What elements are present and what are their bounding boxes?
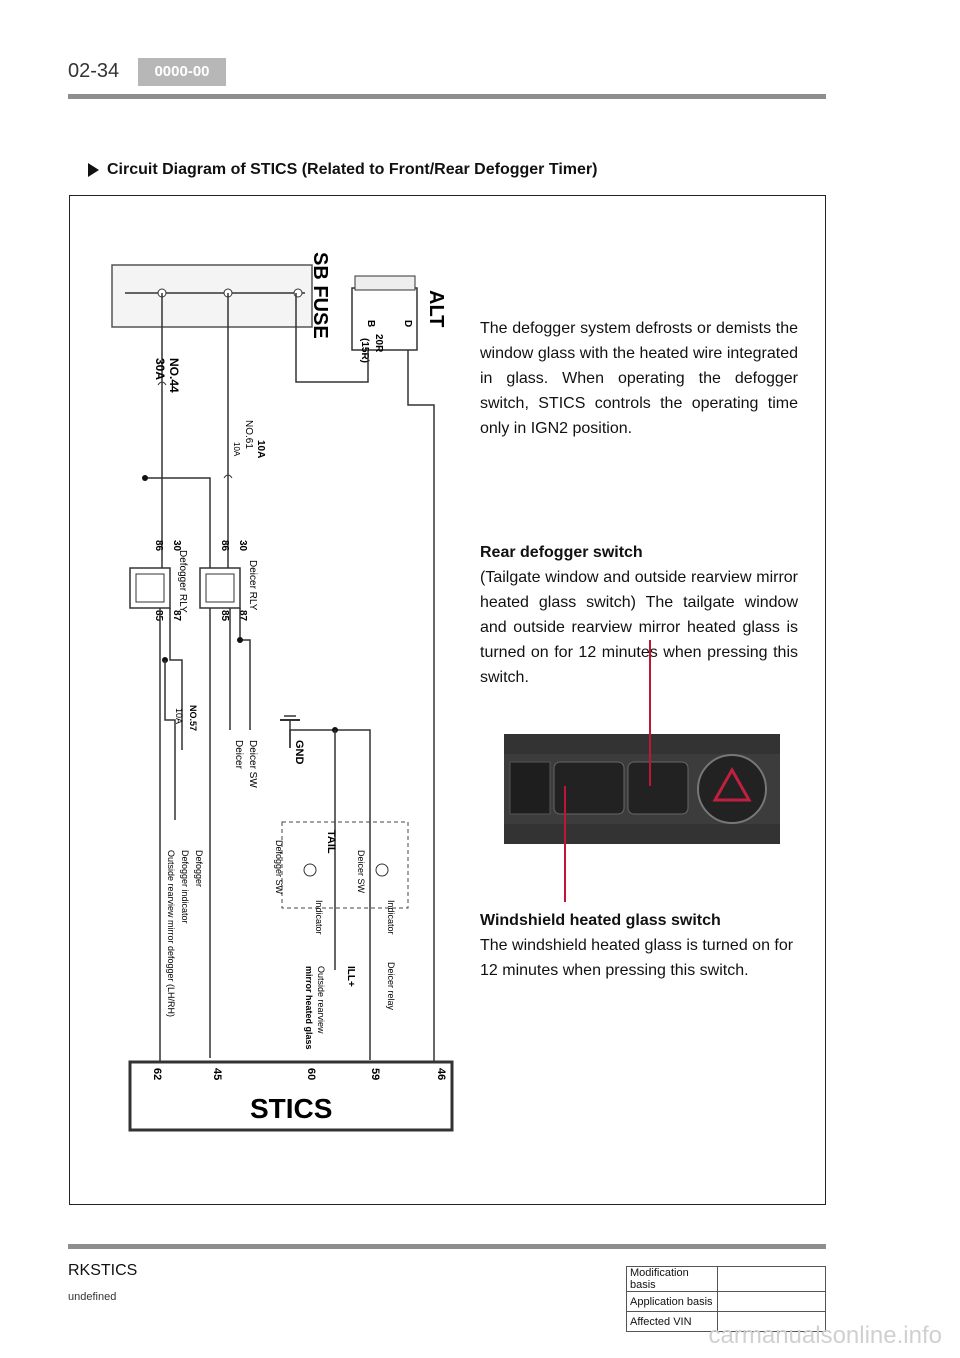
svg-text:86: 86	[219, 540, 230, 552]
svg-text:59: 59	[369, 1068, 381, 1081]
outside-mirror-label-1: Outside rearview	[316, 966, 326, 1034]
indicator-label: Indicator	[386, 900, 396, 935]
application-basis-label: Application basis	[627, 1292, 718, 1312]
fuse57-rating: 10A	[174, 708, 184, 725]
svg-text:86: 86	[153, 540, 164, 552]
svg-text:87: 87	[237, 610, 248, 622]
fuse57-label: NO.57	[188, 705, 198, 732]
alt-wire-20r: 20R	[373, 334, 384, 353]
deicer-rly-label: Deicer RLY	[247, 560, 258, 611]
alt-terminal-b: B	[365, 320, 376, 328]
fuse44-label: NO.44	[167, 358, 181, 393]
defogger-label: Defogger	[194, 850, 204, 888]
alt-terminal-d: D	[402, 320, 413, 328]
deicer-sw2-label: Deicer SW	[356, 850, 366, 894]
rear-defogger-text: (Tailgate window and outside rearview mirror heated glass switch) The tailgate window and outside rearview mirror heated glass is turned on for 12 minutes when pressing this switch.	[480, 569, 798, 686]
gnd-label: GND	[293, 740, 305, 765]
fuse61-label: NO.61	[243, 420, 254, 449]
outside-mirror-label-2: mirror heated glass	[304, 966, 314, 1050]
deicer-relay-label: Deicer relay	[386, 962, 396, 1011]
page-number: 02-34	[68, 60, 120, 82]
sb-fuse-label: SB FUSE	[309, 252, 331, 339]
indicator-label: Indicator	[314, 900, 324, 935]
fuse44-rating: 30A	[153, 358, 167, 381]
ill-label: ILL+	[345, 966, 356, 987]
svg-text:60: 60	[305, 1068, 317, 1081]
alt-wire-15r: (15R)	[359, 338, 370, 364]
svg-text:62: 62	[151, 1068, 163, 1081]
windshield-text: The windshield heated glass is turned on for 12 minutes when pressing this switch.	[480, 937, 794, 979]
deicer-sw-label: Deicer SW	[247, 740, 258, 788]
alt-label: ALT	[425, 290, 447, 328]
fuse61-rating-a: 10A	[255, 440, 266, 459]
defogger-rly-label: Defogger RLY	[177, 550, 188, 613]
svg-text:87: 87	[171, 610, 182, 622]
svg-text:46: 46	[435, 1068, 447, 1081]
svg-text:45: 45	[211, 1068, 223, 1081]
section-code-badge: 0000-00	[138, 58, 226, 86]
footer-code: RKSTICS	[68, 1262, 138, 1279]
svg-text:30: 30	[171, 540, 182, 552]
svg-text:30: 30	[237, 540, 248, 552]
defogger-indicator-label: Defogger indicator	[180, 850, 190, 924]
svg-text:85: 85	[219, 610, 230, 622]
affected-vin-label: Affected VIN	[627, 1312, 718, 1332]
stics-label: STICS	[250, 1093, 333, 1124]
heading-text: Circuit Diagram of STICS (Related to Front/Rear Defogger Timer)	[107, 161, 598, 178]
footer-subtext: undefined	[68, 1291, 117, 1303]
modification-basis-label: Modification basis	[627, 1267, 718, 1292]
svg-text:85: 85	[153, 610, 164, 622]
windshield-description	[480, 908, 810, 983]
fuse61-rating-b: 10A	[232, 442, 241, 457]
rear-defogger-title: Rear defogger switch	[480, 544, 643, 561]
tail-label: TAIL	[325, 830, 337, 854]
defogger-sw-label: Defogger SW	[274, 840, 284, 895]
outside-defogger-label: Outside rearview mirror defogger (LH/RH)	[166, 850, 176, 1018]
defogger-description: The defogger system defrosts or demists the window glass with the heated wire integrated in glass. When operating the defogger switch, STICS controls the operating time only in IGN2 position.	[480, 320, 798, 437]
deicer-label: Deicer	[233, 740, 244, 769]
watermark: carmanualsonline.info	[708, 1322, 942, 1349]
bottom-divider	[68, 1244, 826, 1249]
windshield-title: Windshield heated glass switch	[480, 912, 721, 929]
